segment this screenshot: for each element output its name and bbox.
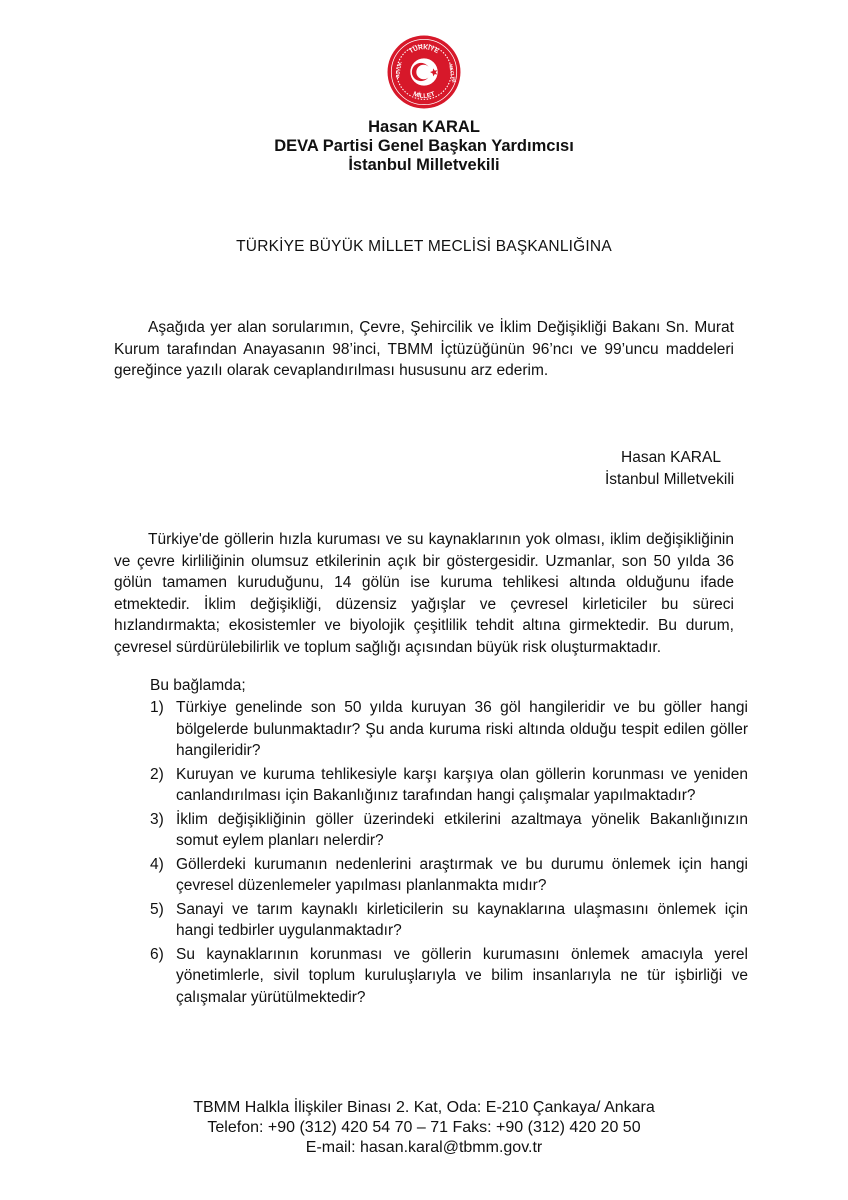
question-text: Türkiye genelinde son 50 yılda kuruyan 36 göl hangileridir ve bu göller hangi bölgelerde bulunmaktadır? Şu anda kuruma riski altında olduğu tespit edilen göller hangileridir?	[176, 699, 748, 759]
question-number: 2)	[150, 765, 164, 783]
question-text: İklim değişikliğinin göller üzerindeki etkilerini azaltmaya yönelik Bakanlığınızın somut eylem planları nelerdir?	[176, 810, 748, 849]
seal-text-left: BÜYÜK	[394, 61, 403, 79]
addressee: TÜRKİYE BÜYÜK MİLLET MECLİSİ BAŞKANLIĞINA	[236, 238, 612, 255]
question-text: Göllerdeki kurumanın nedenlerini araştırmak ve bu durumu önlemek için hangi çevresel düzenlemeler yapılması planlanmakta mıdır?	[176, 855, 748, 894]
footer-phone: Telefon: +90 (312) 420 54 70 – 71 Faks: +90 (312) 420 20 50	[207, 1119, 641, 1136]
question-item	[150, 809, 748, 852]
seal-text-top: TÜRKİYE	[408, 44, 440, 56]
signature-name: Hasan KARAL	[621, 449, 721, 466]
question-item	[150, 944, 748, 1009]
sender-header	[0, 118, 848, 175]
seal-text-bottom: MİLLET	[411, 90, 437, 100]
question-list	[150, 697, 748, 1010]
signature-block	[605, 447, 734, 491]
sender-name: Hasan KARAL	[368, 118, 480, 136]
footer-email: E-mail: hasan.karal@tbmm.gov.tr	[305, 1139, 543, 1156]
footer-address: TBMM Halkla İlişkiler Binası 2. Kat, Oda: E-210 Çankaya/ Ankara	[193, 1099, 655, 1116]
question-text: Sanayi ve tarım kaynaklı kirleticilerin su kaynaklarına ulaşmasını önlemek için hangi tedbirler uygulanmaktadır?	[176, 900, 748, 939]
request-paragraph-text: Aşağıda yer alan sorularımın, Çevre, Şehircilik ve İklim Değişikliği Bakanı Sn. Murat Kurum tarafından Anayasanın 98’inci, TBMM İçtüzüğünün 96’ncı ve 99’uncu maddeleri gereğince yazılı olarak cevaplandırılması hususunu arz ederim.	[114, 319, 734, 379]
seal-text-right: MECLİSİ	[448, 63, 457, 83]
question-item	[150, 854, 748, 897]
rationale-paragraph	[114, 529, 734, 658]
question-item	[150, 697, 748, 762]
questions-intro: Bu bağlamda;	[150, 677, 246, 694]
question-item	[150, 764, 748, 807]
question-number: 4)	[150, 855, 164, 873]
sender-region: İstanbul Milletvekili	[348, 156, 500, 174]
tbmm-seal-logo	[386, 34, 462, 110]
rationale-paragraph-text: Türkiye'de göllerin hızla kuruması ve su kaynaklarının yok olması, iklim değişikliğinin ve çevre kirliliğinin olumsuz etkilerinin açık bir göstergesidir. Uzmanlar, son 50 yılda 36 gölün tamamen kuruduğunu, 14 gölün ise kuruma tehlikesi altında olduğunu ifade etmektedir. İklim değişikliği, düzensiz yağışlar ve çevresel kirleticiler bu süreci hızlandırmakta; ekosistemler ve biyolojik çeşitlilik tehdit altına girmektedir. Bu durum, çevresel sürdürülebilirlik ve toplum sağlığı açısından büyük risk oluşturmaktadır.	[114, 531, 734, 656]
question-number: 5)	[150, 900, 164, 918]
request-paragraph	[114, 317, 734, 382]
question-text: Su kaynaklarının korunması ve göllerin kurumasını önlemek amacıyla yerel yönetimlerle, sivil toplum kuruluşlarıyla ve bilim insanlarıyla ne tür işbirliği ve çalışmalar yürütülmektedir?	[176, 945, 748, 1006]
contact-footer	[0, 1098, 848, 1158]
signature-region: İstanbul Milletvekili	[605, 471, 735, 488]
question-number: 3)	[150, 810, 164, 828]
sender-title: DEVA Partisi Genel Başkan Yardımcısı	[274, 137, 574, 155]
question-number: 1)	[150, 699, 164, 716]
question-text: Kuruyan ve kuruma tehlikesiyle karşı karşıya olan göllerin korunması ve yeniden canlandırılması için Bakanlığınız tarafından hangi çalışmalar yapılmaktadır?	[176, 765, 748, 804]
question-number: 6)	[150, 945, 164, 963]
question-item	[150, 899, 748, 942]
